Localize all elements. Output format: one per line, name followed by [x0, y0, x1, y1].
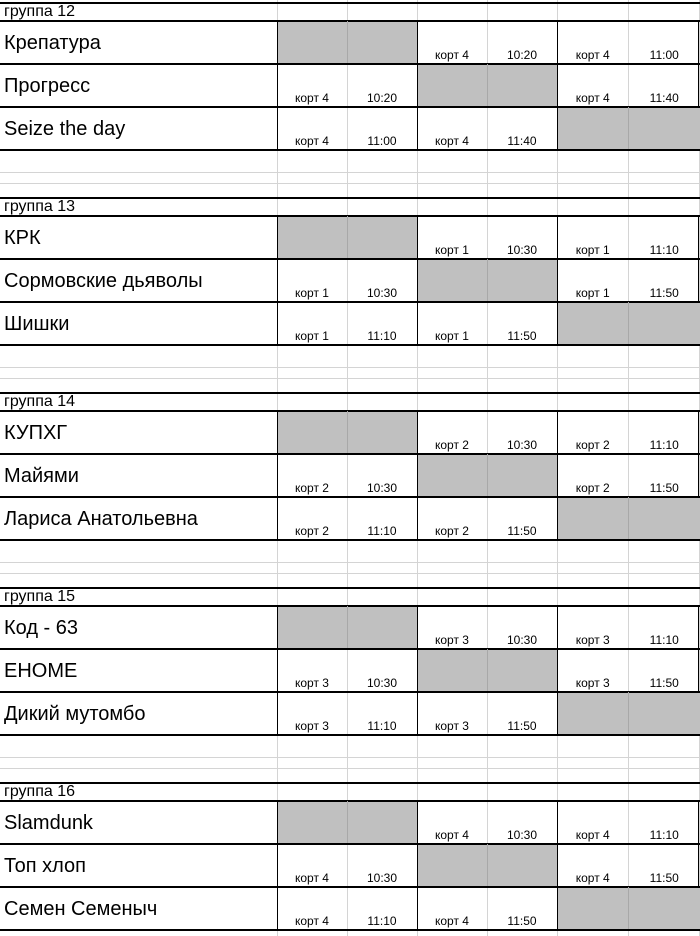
gridline-vertical: [628, 887, 629, 930]
self-match-cell: [558, 108, 700, 149]
team-row-border: [0, 63, 700, 65]
time-cell[interactable]: 10:30: [366, 676, 398, 690]
gridline-vertical: [487, 454, 488, 497]
time-cell[interactable]: 11:50: [649, 871, 679, 885]
time-cell[interactable]: 10:30: [506, 633, 538, 647]
team-row-border: [0, 843, 700, 845]
group-border-bottom: [0, 539, 700, 541]
gridline-vertical: [347, 21, 348, 64]
court-cell[interactable]: корт 1: [435, 243, 469, 257]
team-name[interactable]: Семен Семеныч: [4, 898, 158, 920]
self-match-cell: [558, 888, 700, 929]
court-cell[interactable]: корт 4: [575, 828, 610, 842]
court-cell[interactable]: корт 4: [435, 48, 469, 62]
gridline-vertical: [487, 64, 488, 107]
court-cell[interactable]: корт 4: [575, 91, 610, 105]
time-cell[interactable]: 11:40: [507, 134, 537, 148]
court-cell[interactable]: корт 4: [435, 134, 469, 148]
time-cell[interactable]: 10:30: [366, 481, 398, 495]
team-name[interactable]: Сормовские дьяволы: [4, 270, 203, 292]
court-cell[interactable]: корт 2: [575, 438, 610, 452]
team-name[interactable]: Шишки: [4, 313, 70, 335]
team-name[interactable]: Seize the day: [4, 118, 126, 140]
gridline-vertical: [347, 216, 348, 259]
time-cell[interactable]: 10:30: [366, 871, 398, 885]
gridline-horizontal: [0, 757, 700, 758]
time-cell[interactable]: 10:20: [366, 91, 398, 105]
time-cell[interactable]: 11:50: [649, 481, 679, 495]
time-cell[interactable]: 11:10: [367, 914, 397, 928]
time-cell[interactable]: 11:50: [507, 719, 537, 733]
court-cell[interactable]: корт 2: [295, 481, 329, 495]
court-cell[interactable]: корт 4: [295, 871, 329, 885]
time-cell[interactable]: 11:50: [649, 286, 679, 300]
court-cell[interactable]: корт 3: [295, 719, 329, 733]
team-name[interactable]: Майями: [4, 465, 79, 487]
court-cell[interactable]: корт 4: [295, 134, 329, 148]
gridline-vertical: [347, 411, 348, 454]
time-cell[interactable]: 11:40: [649, 91, 679, 105]
gridline-vertical: [487, 649, 488, 692]
gridline-horizontal: [0, 573, 700, 574]
court-cell[interactable]: корт 2: [295, 524, 329, 538]
team-row-border: [0, 648, 700, 650]
gridline-vertical: [487, 844, 488, 887]
court-cell[interactable]: корт 3: [435, 719, 469, 733]
group-border-bottom: [0, 149, 700, 151]
gridline-vertical: [347, 801, 348, 844]
team-name[interactable]: Slamdunk: [4, 812, 93, 834]
court-cell[interactable]: корт 1: [435, 329, 469, 343]
time-cell[interactable]: 11:10: [649, 828, 679, 842]
time-cell[interactable]: 11:10: [367, 719, 397, 733]
time-cell[interactable]: 10:30: [506, 828, 538, 842]
court-cell[interactable]: корт 1: [575, 243, 610, 257]
court-cell[interactable]: корт 1: [575, 286, 610, 300]
time-cell[interactable]: 10:30: [366, 286, 398, 300]
team-name[interactable]: Крепатура: [4, 32, 101, 54]
gridline-vertical: [347, 606, 348, 649]
court-cell[interactable]: корт 1: [295, 329, 329, 343]
gridline-vertical: [628, 107, 629, 150]
gridline-horizontal: [0, 183, 700, 184]
time-cell[interactable]: 11:50: [507, 329, 537, 343]
court-cell[interactable]: корт 3: [295, 676, 329, 690]
self-match-cell: [558, 498, 700, 539]
time-cell[interactable]: 11:10: [367, 524, 397, 538]
time-cell[interactable]: 11:00: [649, 48, 679, 62]
group-label[interactable]: группа 13: [4, 199, 76, 215]
time-cell[interactable]: 11:10: [367, 329, 397, 343]
self-match-cell: [558, 303, 700, 344]
team-name[interactable]: КРК: [4, 227, 41, 249]
court-cell[interactable]: корт 1: [295, 286, 329, 300]
time-cell[interactable]: 10:30: [506, 438, 538, 452]
team-row-border: [0, 258, 700, 260]
gridline-horizontal: [0, 367, 700, 368]
team-row-border: [0, 453, 700, 455]
time-cell[interactable]: 11:50: [649, 676, 679, 690]
group-border-bottom: [0, 929, 700, 931]
time-cell[interactable]: 11:10: [649, 633, 679, 647]
court-cell[interactable]: корт 4: [575, 48, 610, 62]
court-cell[interactable]: корт 4: [295, 91, 329, 105]
time-cell[interactable]: 11:00: [367, 134, 397, 148]
court-cell[interactable]: корт 4: [435, 914, 469, 928]
court-cell[interactable]: корт 2: [435, 524, 469, 538]
group-label[interactable]: группа 15: [4, 589, 76, 605]
team-name[interactable]: КУПХГ: [4, 422, 68, 444]
court-cell[interactable]: корт 4: [575, 871, 610, 885]
group-label[interactable]: группа 12: [4, 4, 76, 20]
gridline-horizontal: [0, 562, 700, 563]
court-cell[interactable]: корт 2: [575, 481, 610, 495]
time-cell[interactable]: 11:10: [649, 243, 679, 257]
court-cell[interactable]: корт 4: [295, 914, 329, 928]
gridline-vertical: [487, 259, 488, 302]
time-cell[interactable]: 10:20: [506, 48, 538, 62]
gridline-vertical: [628, 497, 629, 540]
gridline-vertical: [628, 692, 629, 735]
group-border-bottom: [0, 344, 700, 346]
court-cell[interactable]: корт 3: [575, 633, 610, 647]
gridline-horizontal: [0, 172, 700, 173]
gridline-horizontal: [0, 768, 700, 769]
team-name[interactable]: Код - 63: [4, 617, 79, 639]
time-cell[interactable]: 11:50: [507, 524, 537, 538]
team-name[interactable]: Лариса Анатольевна: [4, 508, 198, 530]
court-cell[interactable]: корт 4: [435, 828, 469, 842]
team-name[interactable]: Прогресс: [4, 75, 91, 97]
time-cell[interactable]: 11:50: [507, 914, 537, 928]
team-name[interactable]: Дикий мутомбо: [4, 703, 146, 725]
court-cell[interactable]: корт 3: [575, 676, 610, 690]
time-cell[interactable]: 11:10: [649, 438, 679, 452]
time-cell[interactable]: 10:30: [506, 243, 538, 257]
self-match-cell: [558, 693, 700, 734]
gridline-vertical: [628, 302, 629, 345]
group-label[interactable]: группа 14: [4, 394, 76, 410]
group-label[interactable]: группа 16: [4, 784, 76, 800]
gridline-horizontal: [0, 378, 700, 379]
group-border-bottom: [0, 734, 700, 736]
court-cell[interactable]: корт 3: [435, 633, 469, 647]
court-cell[interactable]: корт 2: [435, 438, 469, 452]
team-name[interactable]: Топ хлоп: [4, 855, 87, 877]
team-name[interactable]: EHOME: [4, 660, 78, 682]
